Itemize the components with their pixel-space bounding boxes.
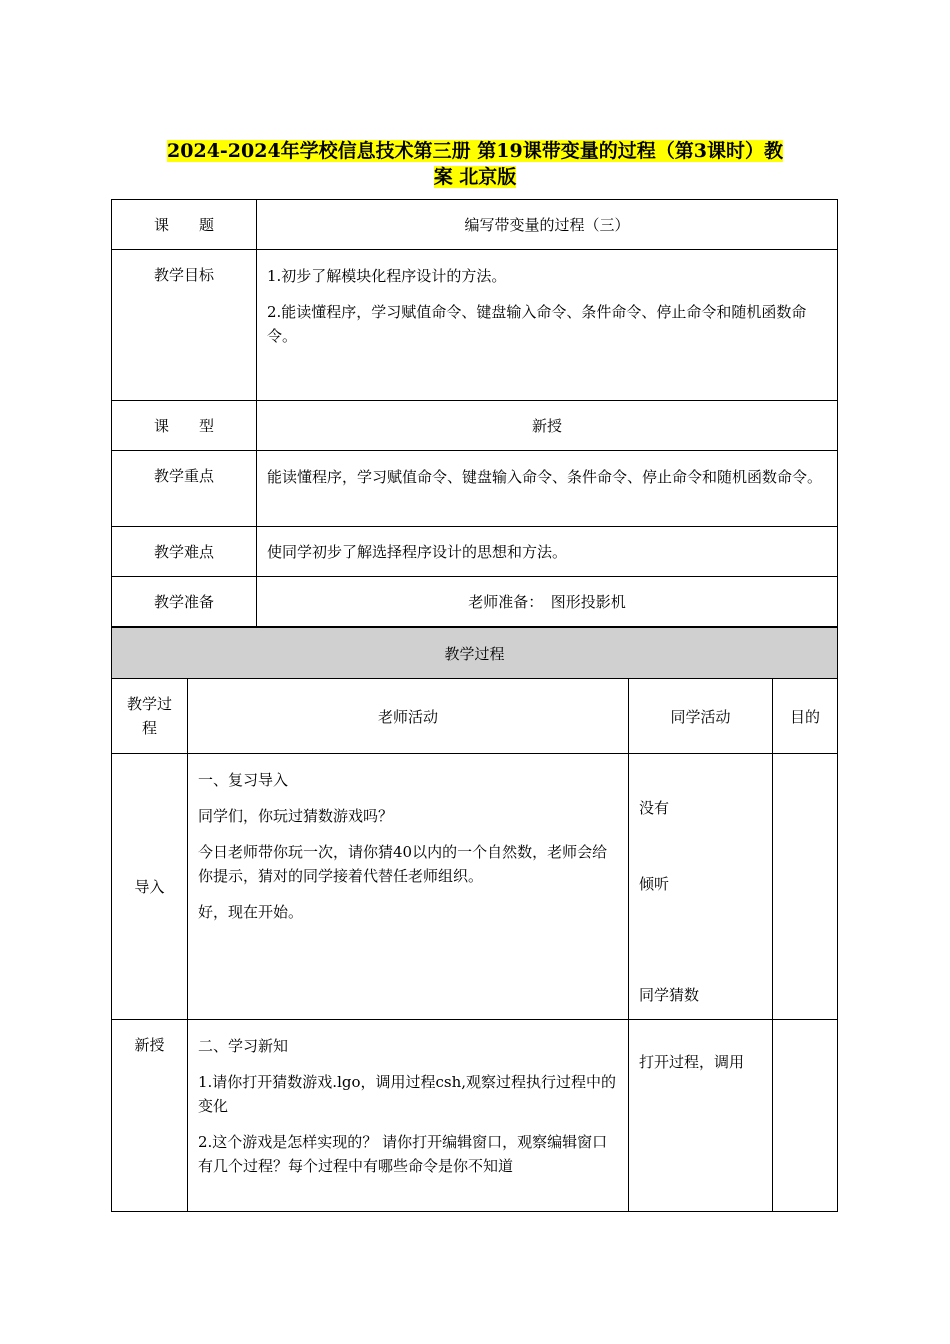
goal-item: 1.初步了解模块化程序设计的方法。 [267,267,507,285]
teacher-line: 一、复习导入 [198,771,289,789]
teacher-line: 2.这个游戏是怎样实现的？ 请你打开编辑窗口，观察编辑窗口有几个过程？每个过程中有哪些命令是你不知道 [198,1133,608,1175]
stage-cell: 新授 [112,1020,188,1212]
key-value [257,451,838,527]
type-label: 课 型 [112,401,257,451]
topic-label: 课 题 [112,200,257,250]
student-line: 没有 [639,799,670,817]
teacher-line: 今日老师带你玩一次，请你猜40以内的一个自然数，老师会给你提示，猜对的同学接着代替任老师组织。 [198,843,608,885]
document-title [110,138,840,190]
column-purpose: 目的 [773,679,838,754]
title-line-2: 案 北京版 [433,166,517,188]
key-row [112,451,838,527]
difficulty-label: 教学难点 [112,527,257,577]
process-table [111,627,838,1212]
purpose-cell [773,1020,838,1212]
column-student: 同学活动 [629,679,773,754]
process-header: 教学过程 [112,628,838,679]
title-line-1: 2024-2024年学校信息技术第三册 第19课带变量的过程（第3课时）教 [167,140,783,162]
teacher-line: 二、学习新知 [198,1037,289,1055]
key-label: 教学重点 [112,451,257,527]
type-value: 新授 [257,401,838,451]
key-text: 能读懂程序，学习赋值命令、键盘输入命令、条件命令、停止命令和随机函数命令。 [267,468,823,486]
teacher-line: 1.请你打开猜数游戏.lgo，调用过程csh,观察过程执行过程中的变化 [198,1073,617,1115]
topic-row [112,200,838,250]
column-teacher: 老师活动 [188,679,629,754]
difficulty-value: 使同学初步了解选择程序设计的思想和方法。 [257,527,838,577]
student-line: 同学猜数 [639,986,700,1004]
type-row [112,401,838,451]
lesson-info-table [111,199,838,627]
prep-row [112,577,838,627]
table-row [112,1020,838,1212]
column-stage: 教学过 程 [112,679,188,754]
student-cell [629,1020,773,1212]
student-line: 打开过程，调用 [639,1053,745,1071]
teacher-cell [188,1020,629,1212]
goal-item: 2.能读懂程序，学习赋值命令、键盘输入命令、条件命令、停止命令和随机函数命令。 [267,303,807,345]
topic-value: 编写带变量的过程（三） [257,200,838,250]
teacher-line: 好，现在开始。 [198,903,304,921]
student-line: 倾听 [639,875,670,893]
teacher-cell [188,754,629,1020]
student-cell [629,754,773,1020]
process-header-row [112,628,838,679]
goals-label: 教学目标 [112,250,257,401]
goals-row [112,250,838,401]
teacher-line: 同学们，你玩过猜数游戏吗？ [198,807,394,825]
purpose-cell [773,754,838,1020]
prep-value: 老师准备： 图形投影机 [257,577,838,627]
stage-cell: 导入 [112,754,188,1020]
difficulty-row [112,527,838,577]
prep-label: 教学准备 [112,577,257,627]
process-columns-row [112,679,838,754]
goals-value [257,250,838,401]
table-row [112,754,838,1020]
